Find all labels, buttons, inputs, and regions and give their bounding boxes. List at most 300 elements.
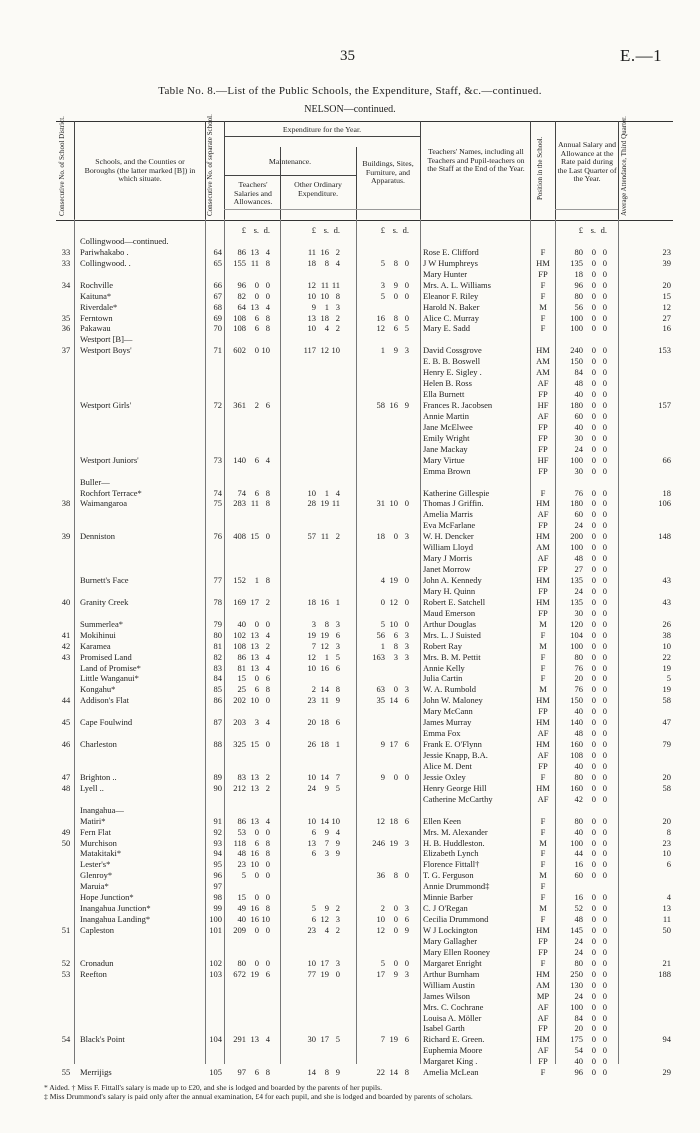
- average-attendance: [619, 805, 671, 816]
- other-amount-pounds: 10: [307, 815, 316, 826]
- salary-amount-pence: 6: [265, 673, 270, 684]
- annual-salary: [563, 936, 617, 947]
- salary-amount: [226, 531, 278, 542]
- average-attendance: 12: [662, 301, 671, 312]
- annual-salary-shillings: 0: [591, 542, 596, 553]
- buildings-amount-shillings: 0: [393, 684, 398, 695]
- average-attendance: 10: [662, 640, 671, 651]
- salary-amount: [226, 323, 278, 334]
- teacher-position: AF: [537, 793, 549, 804]
- annual-salary-shillings: 0: [591, 793, 596, 804]
- salary-amount-pounds: 291: [233, 1034, 246, 1045]
- buildings-amount-shillings: 16: [389, 400, 398, 410]
- annual-salary-pounds: 24: [574, 443, 583, 454]
- buildings-amount-pounds: 9: [380, 771, 385, 782]
- district-number: [58, 334, 74, 345]
- annual-salary: [563, 1067, 617, 1078]
- buildings-amount-pounds: 5: [380, 257, 385, 268]
- average-attendance: 5: [666, 673, 671, 684]
- annual-salary-shillings: 0: [591, 684, 596, 695]
- teacher-name: Harold N. Baker: [423, 301, 480, 312]
- annual-salary: [563, 706, 617, 717]
- other-amount: [296, 859, 354, 870]
- school-name: [80, 980, 204, 991]
- school-number: [205, 805, 222, 816]
- annual-salary: [563, 367, 617, 378]
- annual-salary-shillings: 0: [591, 564, 596, 575]
- header-maintenance: Maintenance.: [268, 157, 312, 166]
- teacher-position: F: [540, 859, 546, 870]
- other-amount: [296, 936, 354, 947]
- annual-salary-shillings: 0: [591, 760, 596, 771]
- other-amount-shillings: 11: [320, 695, 329, 706]
- annual-salary-pence: 0: [602, 290, 607, 301]
- annual-salary-pounds: 150: [570, 695, 583, 706]
- salary-amount-pence: 0: [265, 279, 270, 290]
- annual-salary-shillings: 0: [591, 848, 596, 859]
- annual-salary-shillings: 0: [591, 443, 596, 454]
- other-amount-pounds: 57: [307, 531, 316, 542]
- school-number: [205, 1045, 222, 1056]
- salary-amount-pounds: 102: [233, 629, 246, 640]
- average-attendance: [619, 433, 671, 444]
- buildings-amount-shillings: 9: [393, 968, 398, 979]
- salary-amount-pence: 0: [265, 870, 270, 881]
- teacher-position: M: [539, 870, 547, 881]
- salary-amount-pounds: 49: [237, 903, 246, 914]
- salary-amount-pounds: 283: [233, 498, 246, 509]
- school-number: [205, 553, 222, 564]
- buildings-amount: [365, 1013, 419, 1024]
- average-attendance: 157: [658, 400, 671, 410]
- school-name: Fern Flat: [80, 826, 111, 837]
- average-attendance: 23: [662, 246, 671, 257]
- district-number: 33: [61, 257, 71, 268]
- school-name: Reefton: [80, 968, 107, 979]
- teacher-position: HM: [536, 257, 550, 268]
- currency-header-pounds: £: [241, 225, 246, 235]
- teacher-position: [531, 334, 555, 345]
- teacher-position: F: [540, 1067, 546, 1078]
- buildings-amount-pounds: 22: [376, 1067, 385, 1078]
- school-name: Black's Point: [80, 1034, 125, 1045]
- average-attendance: 43: [662, 575, 671, 585]
- school-number-column: [205, 225, 222, 1078]
- buildings-amount-pence: 9: [404, 925, 409, 935]
- annual-salary-pence: 0: [602, 323, 607, 334]
- school-number: 78: [213, 596, 222, 607]
- buildings-amount: [365, 838, 419, 849]
- annual-salary-pounds: 24: [574, 520, 583, 531]
- school-number: 73: [213, 454, 222, 465]
- annual-salary-pence: 0: [602, 673, 607, 684]
- annual-salary-pence: 0: [602, 1001, 607, 1012]
- buildings-amount-pounds: 7: [380, 1034, 385, 1045]
- other-amount-shillings: 1: [324, 301, 329, 312]
- other-amount: [296, 914, 354, 925]
- teacher-position: FP: [538, 935, 548, 946]
- teacher-position: F: [540, 826, 546, 837]
- annual-salary-shillings: 0: [591, 815, 596, 826]
- annual-salary-pence: 0: [602, 903, 607, 914]
- other-amount: [296, 750, 354, 761]
- attendance-column: [619, 225, 671, 1078]
- salary-amount-shillings: 6: [254, 837, 259, 848]
- annual-salary-pounds: 96: [574, 1067, 583, 1078]
- teacher-name: Mary Virtue: [423, 454, 465, 465]
- other-amount-pence: 2: [335, 925, 340, 935]
- annual-salary-pence: 0: [602, 410, 607, 421]
- buildings-amount: [365, 892, 419, 903]
- annual-salary-shillings: 0: [591, 837, 596, 848]
- currency-header-shillings: s.: [323, 225, 329, 235]
- salary-amount-shillings: 0: [254, 673, 259, 684]
- salary-amount-shillings: 13: [250, 651, 259, 662]
- annual-salary-pounds: 52: [574, 903, 583, 914]
- school-number: 97: [213, 881, 222, 892]
- teacher-position: AM: [536, 356, 550, 367]
- school-name: Kaituna*: [80, 290, 112, 301]
- salary-amount-pounds: 203: [233, 717, 246, 728]
- salary-amount: [226, 1067, 278, 1078]
- annual-salary: [563, 400, 617, 411]
- other-amount: [296, 1056, 354, 1067]
- annual-salary-pounds: 100: [570, 454, 583, 465]
- annual-salary: [563, 772, 617, 783]
- salary-amount: [226, 750, 278, 761]
- other-amount: [296, 827, 354, 838]
- district-number: [58, 488, 74, 499]
- annual-salary-shillings: 0: [591, 465, 596, 476]
- other-amount: [296, 488, 354, 499]
- school-name: [80, 269, 204, 280]
- other-amount: [296, 608, 354, 619]
- annual-salary-pence: 0: [602, 531, 607, 542]
- school-name: [80, 1013, 204, 1024]
- buildings-amount: [365, 367, 419, 378]
- salary-amount-shillings: 11: [250, 257, 259, 268]
- other-amount: [296, 1045, 354, 1056]
- salary-amount-shillings: 13: [250, 771, 259, 782]
- school-number: 102: [209, 957, 222, 968]
- district-number-column: [58, 225, 74, 1078]
- school-number: 83: [213, 662, 222, 673]
- currency-header-pounds: £: [380, 225, 385, 235]
- annual-salary-shillings: 0: [591, 662, 596, 673]
- annual-salary-pounds: 40: [574, 706, 583, 717]
- other-amount-pounds: 10: [307, 487, 316, 498]
- spacer: [205, 225, 222, 236]
- school-number: 77: [213, 575, 222, 585]
- teacher-position: HM: [536, 1034, 550, 1045]
- average-attendance: 27: [662, 312, 671, 323]
- annual-salary-pence: 0: [602, 695, 607, 706]
- annual-salary-shillings: 0: [591, 279, 596, 290]
- teacher-position: MP: [536, 990, 550, 1001]
- buildings-amount-pence: 3: [404, 629, 409, 640]
- buildings-amount: [365, 291, 419, 302]
- annual-salary-shillings: 0: [591, 323, 596, 334]
- school-number: 81: [213, 640, 222, 651]
- teacher-name: Eleanor F. Riley: [423, 290, 479, 301]
- annual-salary-shillings: 0: [591, 290, 596, 301]
- annual-salary: [563, 433, 617, 444]
- buildings-amount: [365, 958, 419, 969]
- other-amount: [296, 422, 354, 433]
- buildings-amount-pence: 3: [404, 531, 409, 542]
- other-amount-shillings: 16: [320, 596, 329, 607]
- school-number: [205, 236, 222, 247]
- buildings-amount: [365, 444, 419, 455]
- salary-amount: [226, 553, 278, 564]
- buildings-amount: [365, 761, 419, 772]
- spacer: [531, 225, 555, 236]
- buildings-amount: [365, 1045, 419, 1056]
- salary-amount: [226, 783, 278, 794]
- salary-amount-pounds: 15: [237, 892, 246, 903]
- teacher-position: F: [540, 914, 546, 925]
- average-attendance: 19: [662, 684, 671, 695]
- district-number: 37: [61, 345, 71, 356]
- buildings-amount: [365, 302, 419, 313]
- buildings-amount: [365, 827, 419, 838]
- other-amount: [296, 302, 354, 313]
- salary-amount-shillings: 10: [250, 695, 259, 706]
- school-name: Denniston: [80, 531, 115, 542]
- annual-salary-shillings: 0: [591, 618, 596, 629]
- annual-salary-pence: 0: [602, 509, 607, 520]
- annual-salary-pence: 0: [602, 870, 607, 881]
- salary-amount-shillings: 13: [250, 1034, 259, 1045]
- annual-salary-pounds: 48: [574, 914, 583, 925]
- other-amount: [296, 630, 354, 641]
- teacher-position: HM: [536, 968, 550, 979]
- other-amount-shillings: 9: [324, 903, 329, 914]
- other-amount: [296, 313, 354, 324]
- teacher-position: AM: [536, 979, 550, 990]
- school-number: [205, 477, 222, 488]
- header-annual-salary: Annual Salary and Allowance at the Rate paid during the Last Quarter of the Year.: [557, 140, 617, 184]
- teacher-position: FP: [538, 389, 548, 400]
- district-number: [58, 991, 74, 1002]
- other-amount: [296, 958, 354, 969]
- buildings-amount-pounds: 2: [380, 903, 385, 914]
- salary-amount: [226, 947, 278, 958]
- teacher-name: Jane McElwee: [423, 421, 473, 432]
- teacher-position: HM: [536, 345, 550, 356]
- other-amount-shillings: 11: [320, 279, 329, 290]
- salary-amount: [226, 488, 278, 499]
- district-number: [58, 1002, 74, 1013]
- salary-amount: [226, 870, 278, 881]
- annual-salary-shillings: 0: [591, 946, 596, 957]
- annual-salary: [563, 509, 617, 520]
- buildings-amount-shillings: 9: [393, 345, 398, 356]
- school-name: Glenroy*: [80, 870, 113, 881]
- annual-salary-pounds: 60: [574, 870, 583, 881]
- district-number: [58, 619, 74, 630]
- salary-amount-pence: 2: [265, 771, 270, 782]
- district-number: 45: [61, 717, 71, 728]
- other-amount: [296, 466, 354, 477]
- buildings-amount-pounds: 9: [380, 739, 385, 750]
- other-amount: [296, 531, 354, 542]
- buildings-amount-shillings: 17: [389, 739, 398, 750]
- teacher-position: FP: [538, 1056, 548, 1067]
- annual-salary-shillings: 0: [591, 1056, 596, 1067]
- currency-header: [226, 225, 278, 236]
- average-attendance: 43: [662, 596, 671, 607]
- buildings-amount-pence: 3: [404, 968, 409, 979]
- salary-amount: [226, 761, 278, 772]
- salary-amount-pounds: 83: [237, 771, 246, 782]
- salary-amount-pounds: 40: [237, 914, 246, 925]
- salary-amount: [226, 848, 278, 859]
- salary-amount-pence: 4: [265, 662, 270, 673]
- annual-salary-pence: 0: [602, 750, 607, 760]
- teacher-position: F: [540, 848, 546, 859]
- school-number: [205, 728, 222, 739]
- annual-salary-pounds: 250: [570, 968, 583, 979]
- salary-amount: [226, 1013, 278, 1024]
- teacher-name: Mary Gallagher: [423, 935, 478, 946]
- teacher-name: Eva McFarlane: [423, 520, 476, 531]
- annual-salary: [563, 695, 617, 706]
- teacher-name: Arthur Douglas: [423, 618, 477, 629]
- salary-amount-shillings: 6: [254, 323, 259, 334]
- teacher-name: Mrs. M. Alexander: [423, 826, 488, 837]
- other-amount-pence: 3: [335, 914, 340, 925]
- district-number: 43: [61, 651, 71, 662]
- other-amount: [296, 684, 354, 695]
- header-expenditure: Expenditure for the Year.: [282, 125, 362, 134]
- buildings-amount-pence: 5: [404, 323, 409, 334]
- other-amount-shillings: 16: [320, 662, 329, 673]
- other-amount: [296, 1002, 354, 1013]
- district-number: 53: [61, 968, 71, 979]
- buildings-amount-pounds: 12: [376, 925, 385, 935]
- salary-amount: [226, 236, 278, 247]
- school-name: [80, 553, 204, 564]
- district-number: [58, 477, 74, 488]
- buildings-amount-pounds: 246: [372, 837, 385, 848]
- spacer: [619, 225, 671, 236]
- district-number: 55: [61, 1067, 71, 1078]
- annual-salary-shillings: 0: [591, 421, 596, 432]
- salary-amount: [226, 444, 278, 455]
- annual-salary-pounds: 80: [574, 290, 583, 301]
- buildings-amount: [365, 411, 419, 422]
- average-attendance: 47: [662, 717, 671, 728]
- salary-amount: [226, 586, 278, 597]
- other-amount-shillings: 19: [320, 498, 329, 509]
- teacher-name: Ella Burnett: [423, 389, 465, 400]
- annual-salary: [563, 925, 617, 936]
- teacher-position: F: [540, 487, 546, 498]
- buildings-amount-shillings: 14: [389, 695, 398, 706]
- district-number: 40: [61, 596, 71, 607]
- annual-salary-pounds: 42: [574, 793, 583, 804]
- other-amount-shillings: 4: [324, 925, 329, 935]
- salary-amount: [226, 805, 278, 816]
- header-position: Position in the School.: [536, 136, 544, 200]
- average-attendance: 38: [662, 629, 671, 640]
- school-name: Cape Foulwind: [80, 717, 133, 728]
- salary-amount: [226, 673, 278, 684]
- salary-amount: [226, 717, 278, 728]
- salary-amount-pence: 8: [265, 848, 270, 859]
- teacher-name: Mary E. Sadd: [423, 323, 470, 334]
- other-amount-shillings: 3: [324, 848, 329, 859]
- other-amount: [296, 641, 354, 652]
- annual-salary: [563, 444, 617, 455]
- buildings-amount-pounds: 163: [372, 651, 385, 662]
- other-amount: [296, 881, 354, 892]
- teacher-name: [423, 236, 529, 247]
- other-amount: [296, 247, 354, 258]
- other-amount: [296, 652, 354, 663]
- salary-amount-pence: 4: [265, 815, 270, 826]
- salary-amount-pounds: 209: [233, 925, 246, 935]
- average-attendance: 79: [662, 739, 671, 750]
- annual-salary-shillings: 0: [591, 607, 596, 618]
- annual-salary-shillings: 0: [591, 301, 596, 312]
- buildings-amount-pounds: 1: [380, 640, 385, 651]
- teacher-name: Emma Brown: [423, 465, 471, 476]
- school-name: [80, 367, 204, 378]
- teacher-position: F: [540, 279, 546, 290]
- buildings-amount: [365, 936, 419, 947]
- school-number: [205, 936, 222, 947]
- salary-amount-pence: 4: [265, 629, 270, 640]
- buildings-amount: [365, 673, 419, 684]
- buildings-amount: [365, 641, 419, 652]
- annual-salary-pence: 0: [602, 826, 607, 837]
- annual-salary-pounds: 84: [574, 367, 583, 378]
- annual-salary-pounds: 24: [574, 990, 583, 1001]
- teacher-name: Mary J Morris: [423, 553, 473, 564]
- average-attendance: [619, 553, 671, 564]
- annual-salary-pounds: 135: [570, 596, 583, 607]
- buildings-amount: [365, 269, 419, 280]
- annual-salary: [563, 663, 617, 674]
- salary-amount: [226, 619, 278, 630]
- position-column: [531, 225, 555, 1078]
- salary-amount: [226, 641, 278, 652]
- other-amount-shillings: 17: [320, 957, 329, 968]
- salary-amount-shillings: 0: [254, 279, 259, 290]
- buildings-amount-pence: 3: [404, 651, 409, 662]
- buildings-amount: [365, 323, 419, 334]
- district-number: [58, 1023, 74, 1034]
- annual-salary-pence: 0: [602, 968, 607, 979]
- annual-salary-shillings: 0: [591, 312, 596, 323]
- other-amount-pence: 8: [335, 290, 340, 301]
- annual-salary-pence: 0: [602, 389, 607, 400]
- buildings-amount: [365, 488, 419, 499]
- district-number: 52: [61, 957, 71, 968]
- salary-amount-shillings: 0: [254, 618, 259, 629]
- currency-header-pence: d.: [402, 225, 409, 235]
- other-amount-shillings: 12: [320, 345, 329, 356]
- buildings-amount-shillings: 0: [393, 914, 398, 925]
- annual-salary-shillings: 0: [591, 410, 596, 421]
- currency-header-pounds: £: [311, 225, 316, 235]
- average-attendance: [619, 389, 671, 400]
- other-amount-pounds: 19: [307, 629, 316, 640]
- teacher-name: W. H. Dencker: [423, 531, 474, 542]
- annual-salary: [563, 1002, 617, 1013]
